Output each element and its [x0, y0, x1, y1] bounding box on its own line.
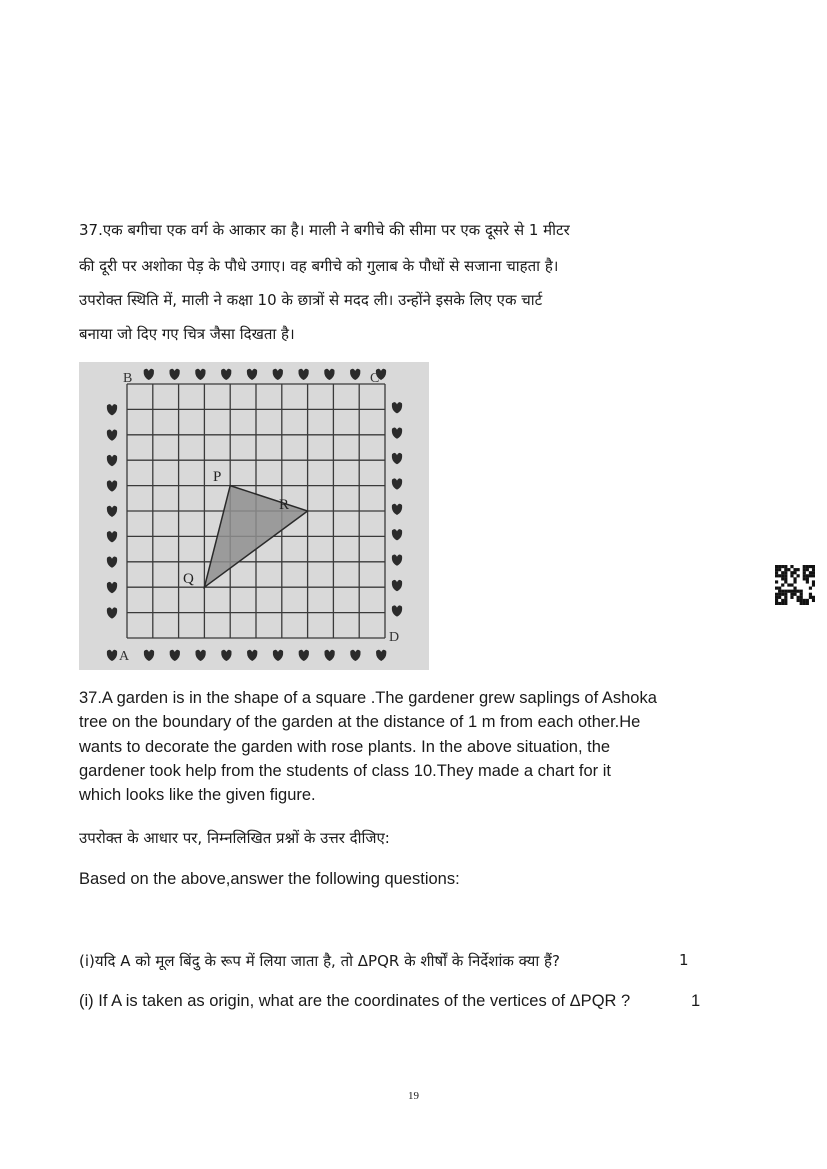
qr-module [812, 574, 815, 577]
qr-module [790, 571, 793, 574]
qr-module [781, 590, 784, 593]
qr-module [797, 596, 800, 599]
qr-module [781, 599, 784, 602]
qr-module [784, 590, 787, 593]
qr-module [781, 593, 784, 596]
hindi-question-line-2: की दूरी पर अशोका पेड़ के पौधे उगाए। वह बगीचे को गुलाब के पौधों से सजाना चाहता है। [79, 257, 559, 275]
qr-module [778, 587, 781, 590]
qr-module [781, 583, 784, 586]
qr-module [784, 593, 787, 596]
english-question-line-3: wants to decorate the garden with rose plants. In the above situation, the [79, 738, 611, 756]
qr-module [812, 596, 815, 599]
qr-module [806, 565, 809, 568]
qr-module [800, 593, 803, 596]
qr-module [784, 577, 787, 580]
qr-module [806, 568, 809, 571]
qr-module [784, 602, 787, 605]
corner-label-c: C [370, 371, 380, 386]
qr-module [803, 565, 806, 568]
qr-module [775, 565, 778, 568]
corner-label-a: A [119, 649, 130, 664]
qr-module [787, 583, 790, 586]
qr-module [781, 602, 784, 605]
qr-module [803, 571, 806, 574]
sub-question-english-marks: 1 [691, 992, 701, 1010]
qr-module [775, 596, 778, 599]
qr-module [781, 574, 784, 577]
qr-module [793, 577, 796, 580]
qr-module [781, 571, 784, 574]
corner-label-b: B [123, 371, 133, 386]
qr-module [793, 590, 796, 593]
qr-module [787, 590, 790, 593]
qr-module [778, 565, 781, 568]
english-question-line-5: which looks like the given figure. [79, 786, 316, 804]
qr-module [809, 596, 812, 599]
qr-module [806, 599, 809, 602]
qr-module [775, 593, 778, 596]
qr-module [784, 574, 787, 577]
qr-module [790, 590, 793, 593]
qr-module [793, 587, 796, 590]
qr-module [784, 580, 787, 583]
english-question-line-1: 37.A garden is in the shape of a square .The gardener grew saplings of Ashoka [79, 689, 657, 707]
garden-grid-figure [79, 362, 429, 670]
qr-module [784, 568, 787, 571]
hindi-question-line-3: उपरोक्त स्थिति में, माली ने कक्षा 10 के छात्रों से मदद ली। उन्होंने इसके लिए एक चार्ट [79, 291, 543, 309]
qr-module [784, 596, 787, 599]
qr-module [793, 580, 796, 583]
sub-question-english: (i) If A is taken as origin, what are the coordinates of the vertices of ΔPQR ? [79, 992, 631, 1010]
qr-module [812, 565, 815, 568]
qr-module [809, 571, 812, 574]
qr-module [800, 599, 803, 602]
qr-module [797, 568, 800, 571]
qr-code [775, 565, 815, 605]
qr-module [803, 574, 806, 577]
qr-module [803, 577, 806, 580]
vertex-label-p: P [213, 469, 222, 485]
hindi-question-line-4: बनाया जो दिए गए चित्र जैसा दिखता है। [79, 325, 295, 343]
corner-label-d: D [389, 630, 400, 645]
english-question-line-4: gardener took help from the students of class 10.They made a chart for it [79, 762, 611, 780]
qr-module [797, 574, 800, 577]
qr-module [806, 580, 809, 583]
page-number: 19 [408, 1090, 419, 1102]
qr-module [784, 571, 787, 574]
qr-module [778, 596, 781, 599]
qr-module [806, 602, 809, 605]
qr-module [775, 568, 778, 571]
qr-module [775, 571, 778, 574]
qr-module [790, 583, 793, 586]
qr-module [787, 568, 790, 571]
instruction-english: Based on the above,answer the following questions: [79, 870, 460, 888]
qr-module [809, 593, 812, 596]
english-question-line-2: tree on the boundary of the garden at the distance of 1 m from each other.He [79, 713, 641, 731]
qr-module [775, 580, 778, 583]
qr-module [778, 593, 781, 596]
qr-module [806, 574, 809, 577]
qr-module [793, 568, 796, 571]
qr-module [812, 568, 815, 571]
qr-module [803, 599, 806, 602]
qr-module [784, 565, 787, 568]
qr-module [781, 565, 784, 568]
qr-module [809, 587, 812, 590]
qr-module [790, 574, 793, 577]
sub-question-hindi: (i)यदि A को मूल बिंदु के रूप में लिया जाता है, तो ΔPQR के शीर्षों के निर्देशांक क्या हैं? [79, 952, 560, 970]
qr-module [812, 599, 815, 602]
qr-module [800, 590, 803, 593]
qr-module [775, 587, 778, 590]
qr-module [784, 599, 787, 602]
vertex-label-q: Q [183, 571, 194, 587]
qr-module [790, 565, 793, 568]
qr-module [800, 596, 803, 599]
qr-module [775, 574, 778, 577]
qr-module [775, 599, 778, 602]
sub-question-hindi-marks: 1 [679, 951, 689, 969]
qr-module [812, 571, 815, 574]
qr-module [812, 583, 815, 586]
qr-module [809, 574, 812, 577]
qr-module [797, 590, 800, 593]
qr-module [778, 574, 781, 577]
qr-module [790, 596, 793, 599]
qr-module [809, 565, 812, 568]
qr-module [803, 602, 806, 605]
vertex-label-r: R [279, 497, 290, 513]
hindi-question-line-1: 37.एक बगीचा एक वर्ग के आकार का है। माली ने बगीचे की सीमा पर एक दूसरे से 1 मीटर [79, 221, 570, 239]
qr-module [797, 599, 800, 602]
qr-module [775, 602, 778, 605]
qr-module [806, 577, 809, 580]
qr-module [793, 571, 796, 574]
qr-module [793, 593, 796, 596]
qr-module [778, 568, 781, 571]
qr-module [812, 580, 815, 583]
qr-module [790, 593, 793, 596]
qr-module [778, 602, 781, 605]
qr-module [778, 590, 781, 593]
instruction-hindi: उपरोक्त के आधार पर, निम्नलिखित प्रश्नों के उत्तर दीजिए: [79, 829, 390, 847]
qr-module [800, 602, 803, 605]
qr-module [803, 568, 806, 571]
qr-module [781, 577, 784, 580]
